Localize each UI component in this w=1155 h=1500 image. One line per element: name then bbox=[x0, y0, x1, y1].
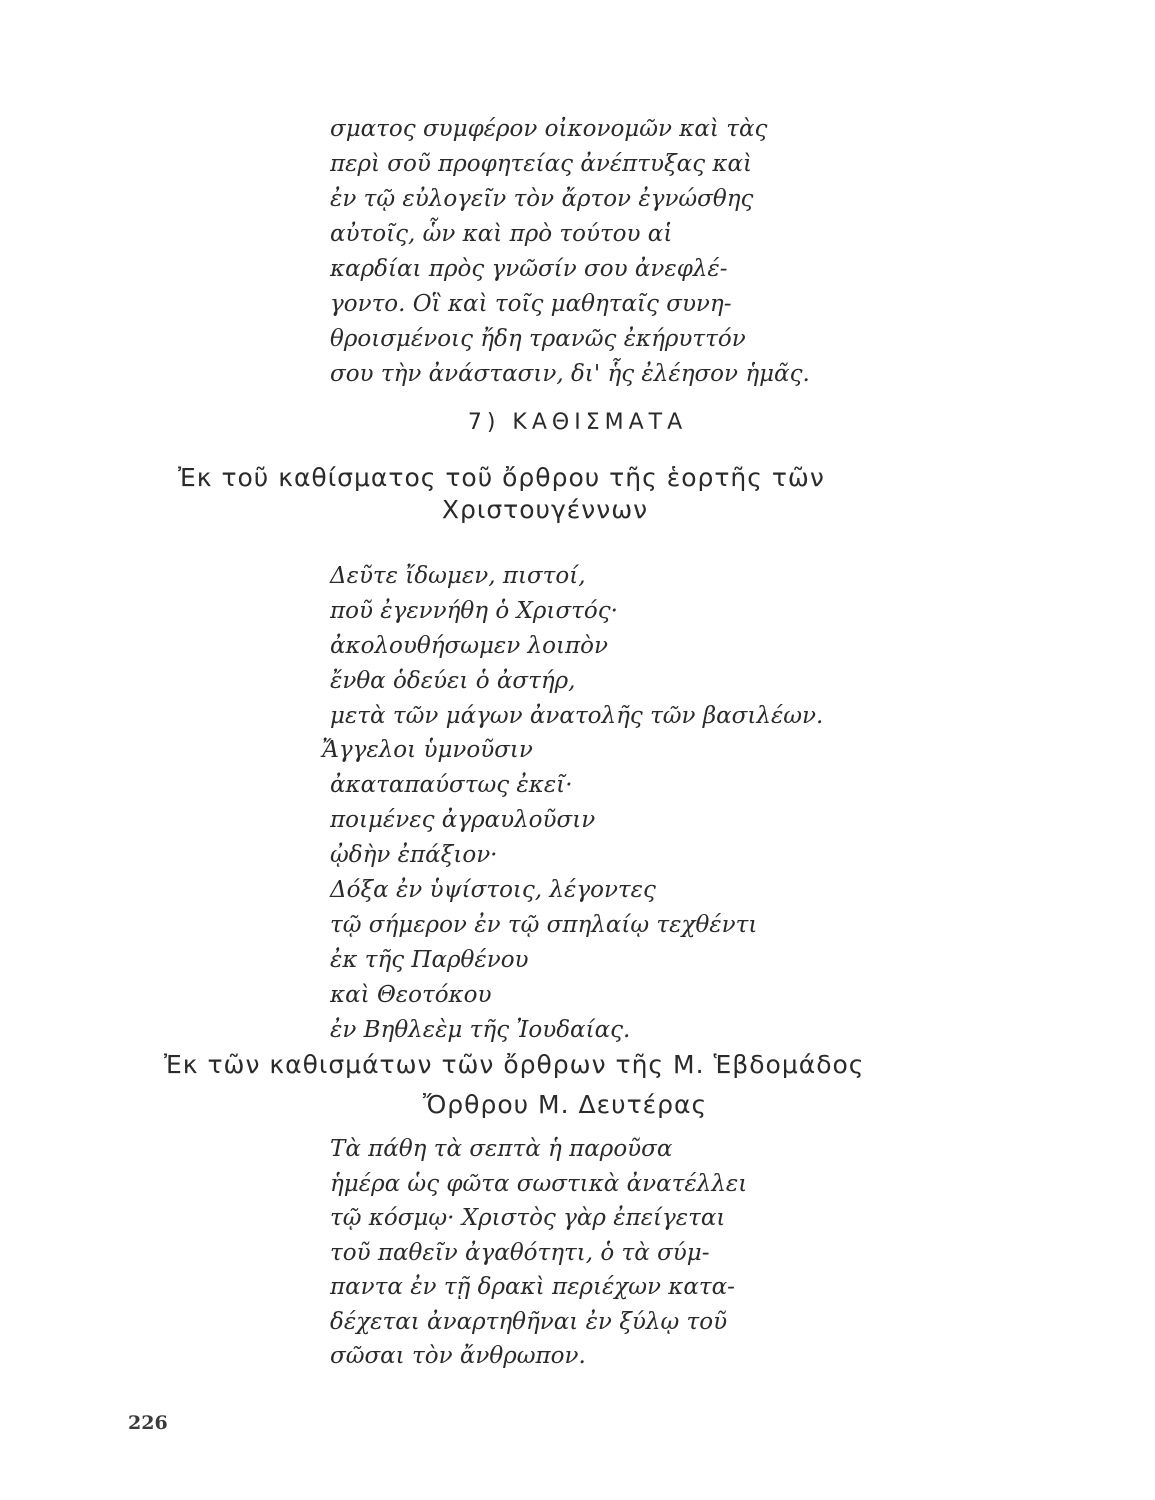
hymn-line: ἐν Βηθλεὲμ τῆς Ἰουδαίας. bbox=[330, 1016, 631, 1043]
section-heading: 7) ΚΑΘΙΣΜΑΤΑ bbox=[467, 410, 688, 435]
hymn-line: Ἄγγελοι ὑμνοῦσιν bbox=[322, 737, 533, 764]
hymn-line: Δεῦτε ἴδωμεν, πιστοί, bbox=[330, 563, 586, 589]
hymn-line: ποιμένες ἀγραυλοῦσιν bbox=[330, 807, 596, 834]
hymn-line: παντα ἐν τῇ δρακὶ περιέχων κατα- bbox=[330, 1274, 735, 1300]
hymn-line: τῷ σήμερον ἐν τῷ σπηλαίῳ τεχθέντι bbox=[330, 911, 758, 938]
hymn-line: καὶ Θεοτόκου bbox=[330, 981, 492, 1008]
hymn-line: ἐκ τῆς Παρθένου bbox=[330, 946, 529, 973]
hymn-line: τῷ κόσμῳ· Χριστὸς γὰρ ἐπείγεται bbox=[330, 1205, 726, 1231]
subheading-1-line-2: Χριστουγέννων bbox=[441, 495, 649, 524]
hymn-line: σῶσαι τὸν ἄνθρωπον. bbox=[330, 1343, 586, 1369]
hymn-line: ἔνθα ὁδεύει ὁ ἀστήρ, bbox=[330, 667, 576, 694]
paragraph-line: σματος συμφέρον οἰκονομῶν καὶ τὰς bbox=[330, 116, 768, 142]
page-number: 226 bbox=[128, 1412, 168, 1434]
hymn-line: τοῦ παθεῖν ἀγαθότητι, ὁ τὰ σύμ- bbox=[330, 1239, 710, 1266]
paragraph-line: ἐν τῷ εὐλογεῖν τὸν ἄρτον ἐγνώσθης bbox=[330, 186, 754, 212]
paragraph-line: περὶ σοῦ προφητείας ἀνέπτυξας καὶ bbox=[330, 151, 753, 177]
subheading-1-line-1: Ἐκ τοῦ καθίσματος τοῦ ὄρθρου τῆς ἑορτῆς τῶν bbox=[178, 463, 825, 492]
paragraph-line: γοντο. Οἳ καὶ τοῖς μαθηταῖς συνη- bbox=[330, 291, 732, 317]
paragraph-line: αὐτοῖς, ὧν καὶ πρὸ τούτου αἱ bbox=[330, 221, 673, 247]
hymn-line: μετὰ τῶν μάγων ἀνατολῆς τῶν βασιλέων. bbox=[330, 702, 824, 729]
paragraph-line: σου τὴν ἀνάστασιν, δι' ἧς ἐλέησον ἡμᾶς. bbox=[330, 361, 810, 387]
opening-paragraph bbox=[330, 112, 810, 392]
hymn-1 bbox=[322, 559, 824, 1047]
hymn-line: ἀκολουθήσωμεν λοιπὸν bbox=[330, 632, 608, 659]
hymn-line: ἀκαταπαύστως ἐκεῖ· bbox=[330, 772, 573, 799]
hymn-line: ποῦ ἐγεννήθη ὁ Χριστός· bbox=[330, 597, 618, 624]
hymn-line: ᾠδὴν ἐπάξιον· bbox=[330, 842, 498, 869]
subheading-2-line-2: Ὄρθρου Μ. Δευτέρας bbox=[422, 1090, 708, 1119]
hymn-line: Δόξα ἐν ὑψίστοις, λέγοντες bbox=[330, 877, 656, 904]
hymn-line: ἡμέρα ὡς φῶτα σωστικὰ ἀνατέλλει bbox=[330, 1170, 748, 1197]
hymn-line: δέχεται ἀναρτηθῆναι ἐν ξύλῳ τοῦ bbox=[330, 1308, 728, 1335]
hymn-2 bbox=[330, 1132, 747, 1374]
subheading-2-line-1: Ἐκ τῶν καθισμάτων τῶν ὄρθρων τῆς Μ. Ἑβδομάδος bbox=[164, 1050, 865, 1079]
paragraph-line: θροισμένοις ἤδη τρανῶς ἐκήρυττόν bbox=[330, 326, 746, 352]
paragraph-line: καρδίαι πρὸς γνῶσίν σου ἀνεφλέ- bbox=[330, 256, 728, 282]
hymn-line: Τὰ πάθη τὰ σεπτὰ ἡ παροῦσα bbox=[330, 1136, 673, 1162]
